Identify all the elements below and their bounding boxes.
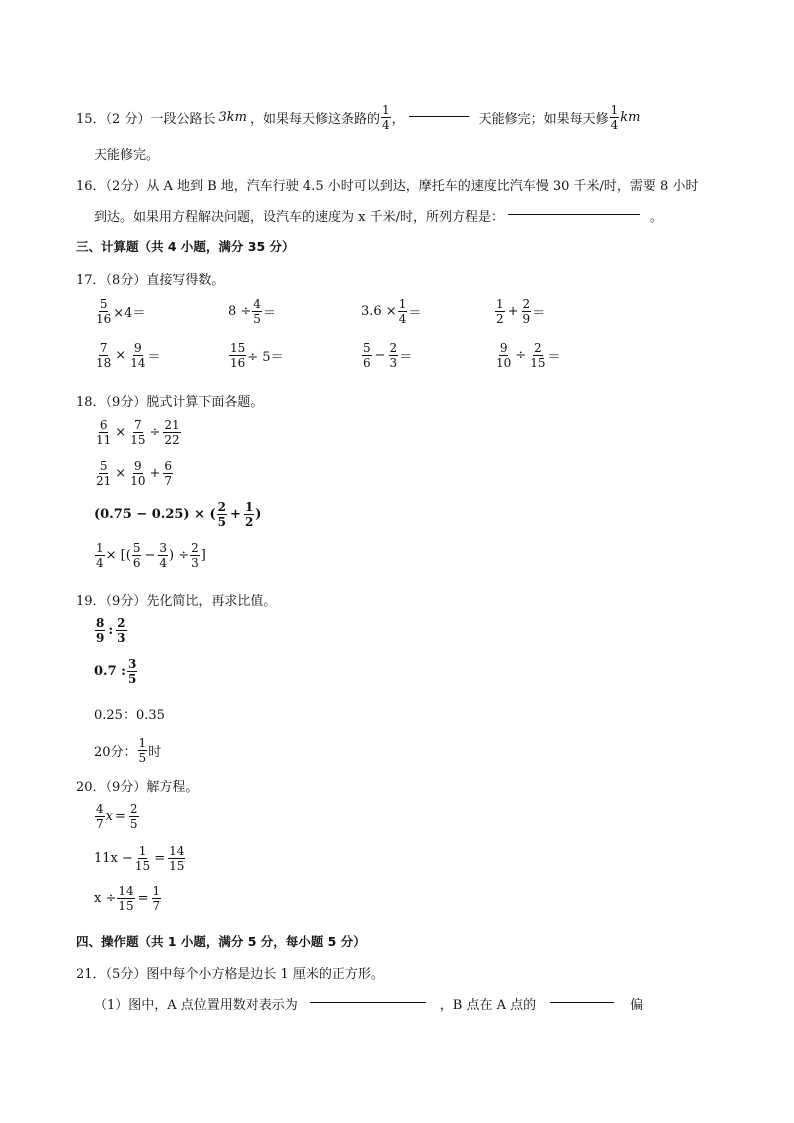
q20-title: 20．（9分）解方程。 xyxy=(76,780,199,795)
q15-answer-blank-1[interactable] xyxy=(409,115,469,117)
q15-fraction: $\frac{1}{4}$ xyxy=(381,103,390,132)
q17-item-2: 8 ÷ $\frac{4}{5}$ ＝ xyxy=(228,297,276,326)
q16-line2 xyxy=(94,206,663,225)
q19-expr-2: 0.7 : $\frac{3}{5}$ xyxy=(94,657,137,686)
q16-text: 到达。如果用方程解决问题，设汽车的速度为 x 千米/时，所列方程是： xyxy=(94,210,504,225)
q17-item-6: $\frac{15}{16}$ ÷ 5＝ xyxy=(230,341,284,370)
q15-line2: 天能修完。 xyxy=(94,148,160,163)
q16-answer-blank[interactable] xyxy=(508,213,640,215)
q15-comma: ， xyxy=(391,112,405,127)
section-3-heading: 三、计算题（共 4 小题，满分 35 分） xyxy=(76,239,295,254)
q15-line1 xyxy=(76,104,640,131)
q17-item-5: $\frac{7}{18}$ × $\frac{9}{14}$ ＝ xyxy=(96,341,161,370)
q16-end: 。 xyxy=(649,210,663,225)
q20-equation-1: $\frac{4}{7}$ x = $\frac{2}{5}$ xyxy=(96,802,138,831)
q18-expr-1: $\frac{6}{11}$ × $\frac{7}{15}$ ÷ $\frac{21}{22}$ xyxy=(96,418,180,447)
q18-expr-3: (0.75 − 0.25) × ( $\frac{2}{5}$ + $\frac{1}{2}$ ) xyxy=(94,500,262,529)
q17-item-1: $\frac{5}{16}$ ×4＝ xyxy=(96,297,146,326)
q17-title: 17．（8分）直接写得数。 xyxy=(76,273,225,288)
q17-item-4: $\frac{1}{2}$ + $\frac{2}{9}$ ＝ xyxy=(496,297,546,326)
q20-equation-2: 11x − $\frac{1}{15}$ = $\frac{14}{15}$ xyxy=(94,844,185,873)
q21-part-1-end: 偏 xyxy=(630,998,644,1013)
q19-title: 19．（9分）先化简比，再求比值。 xyxy=(76,594,277,609)
q15-fraction-2: $\frac{1}{4}$ xyxy=(610,103,619,132)
q19-expr-4: 20分： $\frac{1}{5}$ 时 xyxy=(94,736,162,765)
q15-unit: km xyxy=(620,110,641,125)
q20-equation-3: x ÷ $\frac{14}{15}$ = $\frac{1}{7}$ xyxy=(94,884,161,913)
q15-text: ，如果每天修这条路的 xyxy=(249,112,380,127)
section-4-heading: 四、操作题（共 1 小题，满分 5 分，每小题 5 分） xyxy=(76,934,366,949)
q21-part-1-text: （1）图中，A 点位置用数对表示为 xyxy=(94,998,298,1013)
q21-title: 21．（5分）图中每个小方格是边长 1 厘米的正方形。 xyxy=(76,967,384,982)
q21-part-1 xyxy=(94,994,643,1013)
q21-part-1-text-2: ，B 点在 A 点的 xyxy=(439,998,537,1013)
q19-expr-3: 0.25：0.35 xyxy=(94,708,165,723)
q18-title: 18．（9分）脱式计算下面各题。 xyxy=(76,395,264,410)
q21-answer-blank-1[interactable] xyxy=(310,1001,426,1003)
q18-expr-4: $\frac{1}{4}$ × [( $\frac{5}{6}$ − $\frac{3}{4}$ ) ÷ $\frac{2}{3}$ ] xyxy=(96,541,206,570)
q15-number: 15．（2 分）一段公路长 xyxy=(76,112,216,127)
q21-answer-blank-2[interactable] xyxy=(550,1001,614,1003)
q19-expr-1: $\frac{8}{9}$ : $\frac{2}{3}$ xyxy=(96,616,126,645)
q15-text-after: 天能修完；如果每天修 xyxy=(478,112,609,127)
q16-line1: 16．（2分）从 A 地到 B 地，汽车行驶 4.5 小时可以到达，摩托车的速度比汽车慢 30 千米/时，需要 8 小时 xyxy=(76,179,699,194)
q18-expr-2: $\frac{5}{21}$ × $\frac{9}{10}$ + $\frac{6}{7}$ xyxy=(96,459,173,488)
q17-item-8: $\frac{9}{10}$ ÷ $\frac{2}{15}$ ＝ xyxy=(496,341,561,370)
q17-item-3: 3.6 × $\frac{1}{4}$ ＝ xyxy=(361,297,422,326)
q17-item-7: $\frac{5}{6}$ − $\frac{2}{3}$ ＝ xyxy=(363,341,413,370)
q15-length: 3km xyxy=(218,110,247,125)
